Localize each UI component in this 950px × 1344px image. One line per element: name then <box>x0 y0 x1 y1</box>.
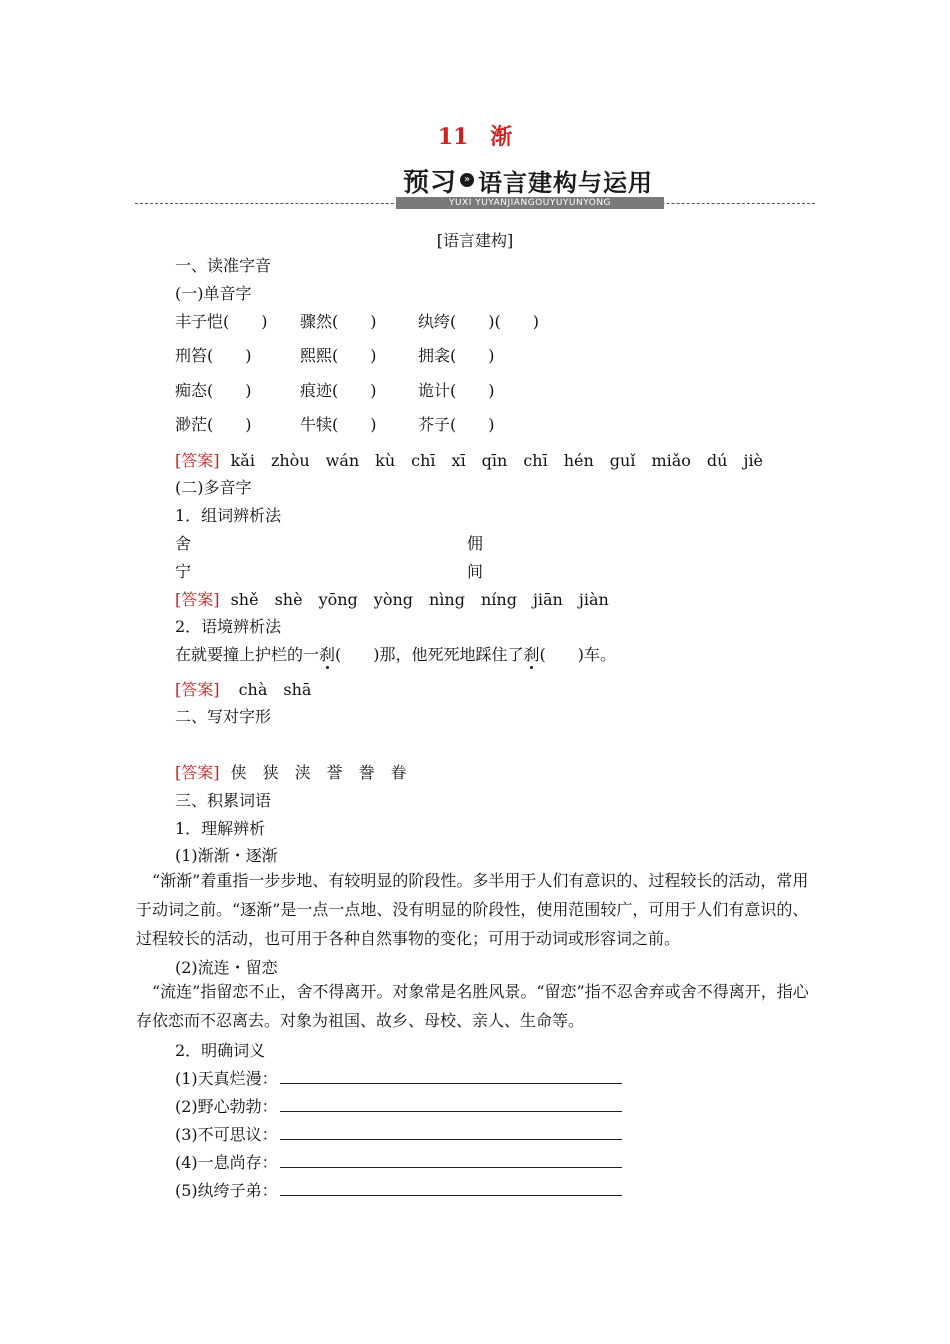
poly-char: 佣 <box>467 534 484 553</box>
term-line <box>175 1066 622 1089</box>
page-title: 11 渐 <box>437 124 513 150</box>
term-label: (2)野心勃勃： <box>175 1097 278 1116</box>
term-label: (5)纨绔子弟： <box>175 1181 278 1200</box>
answer-blank[interactable] <box>280 1125 622 1140</box>
part2-heading: 二、写对字形 <box>175 707 272 726</box>
answer-label: [答案] <box>175 590 220 609</box>
part1-sub1: (一)单音字 <box>175 284 252 303</box>
part3-heading: 三、积累词语 <box>175 791 272 810</box>
word-item: 痴态( ) <box>175 381 252 400</box>
term-line <box>175 1094 622 1117</box>
context-char: 刹 <box>319 645 336 664</box>
word-item: 丰子恺( ) <box>175 312 268 331</box>
part1-sub2: (二)多音字 <box>175 478 252 497</box>
term-line <box>175 1178 622 1201</box>
term-label: (4)一息尚存： <box>175 1153 278 1172</box>
word-item: 芥子( ) <box>418 415 495 434</box>
word-item: 纨绔( )( ) <box>418 312 539 331</box>
answer-blank[interactable] <box>280 1069 622 1084</box>
banner-sub-label: 语言建构与运用 <box>478 168 654 197</box>
item2-paragraph: “流连”指留恋不止，舍不得离开。对象常是名胜风景。“留恋”指不忍舍弃或舍不得离开，指心存依恋而不忍离去。对象为祖国、故乡、母校、亲人、生命等。 <box>136 982 809 1030</box>
term-line <box>175 1122 622 1145</box>
answer-label: [答案] <box>175 763 220 782</box>
context-part: ( )车。 <box>539 645 617 664</box>
answer-text: kǎi zhòu wán kù chī xī qīn chī hén guǐ miǎo dú jiè <box>230 451 764 470</box>
context-sentence <box>175 642 616 665</box>
banner-pinyin: YUXI YUYANJIANGOUYUYUNYONG <box>396 197 664 209</box>
banner-main-label: 预习 <box>403 167 458 198</box>
word-item: 痕迹( ) <box>300 381 377 400</box>
answer-blank[interactable] <box>280 1181 622 1196</box>
method1: 1．组词辨析法 <box>175 506 282 525</box>
item1-title: (1)渐渐・逐渐 <box>175 846 278 865</box>
word-item: 诡计( ) <box>418 381 495 400</box>
method2: 2．语境辨析法 <box>175 617 282 636</box>
context-part: ( )那，他死死地踩住了 <box>335 645 524 664</box>
answer-label: [答案] <box>175 451 220 470</box>
term-label: (1)天真烂漫： <box>175 1069 278 1088</box>
term-line <box>175 1150 622 1173</box>
answer-line <box>175 677 311 700</box>
term-label: (3)不可思议： <box>175 1125 278 1144</box>
section-banner <box>403 164 653 196</box>
answer-line <box>175 760 407 783</box>
context-char: 刹 <box>523 645 540 664</box>
answer-text: 侠 狭 浃 誉 誊 眷 <box>230 763 407 782</box>
answer-text: shě shè yōng yòng nìng níng jiān jiàn <box>230 590 609 609</box>
answer-blank[interactable] <box>280 1153 622 1168</box>
poly-char: 间 <box>467 562 484 581</box>
word-item: 刑笞( ) <box>175 346 252 365</box>
answer-line <box>175 587 609 610</box>
section-header: [语言建构] <box>436 231 514 250</box>
part3-sub2: 2．明确词义 <box>175 1041 266 1060</box>
word-item: 牛犊( ) <box>300 415 377 434</box>
item1-paragraph: “渐渐”着重指一步步地、有较明显的阶段性。多半用于人们有意识的、过程较长的活动，常用于动词之前。“逐渐”是一点一点地、没有明显的阶段性，使用范围较广，可用于人们有意识的、过程较长的活动，也可用于各种自然事物的变化；可用于动词或形容词之前。 <box>136 871 809 948</box>
answer-line <box>175 448 763 471</box>
word-item: 渺茫( ) <box>175 415 252 434</box>
item2-title: (2)流连・留恋 <box>175 958 278 977</box>
word-item: 熙熙( ) <box>300 346 377 365</box>
word-item: 拥衾( ) <box>418 346 495 365</box>
answer-label: [答案] <box>175 680 220 699</box>
word-item: 骤然( ) <box>300 312 377 331</box>
poly-char: 宁 <box>175 562 192 581</box>
chevron-right-icon: » <box>460 173 474 187</box>
answer-text: chà shā <box>238 680 312 699</box>
context-part: 在就要撞上护栏的一 <box>175 645 320 664</box>
part3-sub1: 1．理解辨析 <box>175 819 266 838</box>
poly-char: 舍 <box>175 534 192 553</box>
part1-heading: 一、读准字音 <box>175 256 272 275</box>
answer-blank[interactable] <box>280 1097 622 1112</box>
